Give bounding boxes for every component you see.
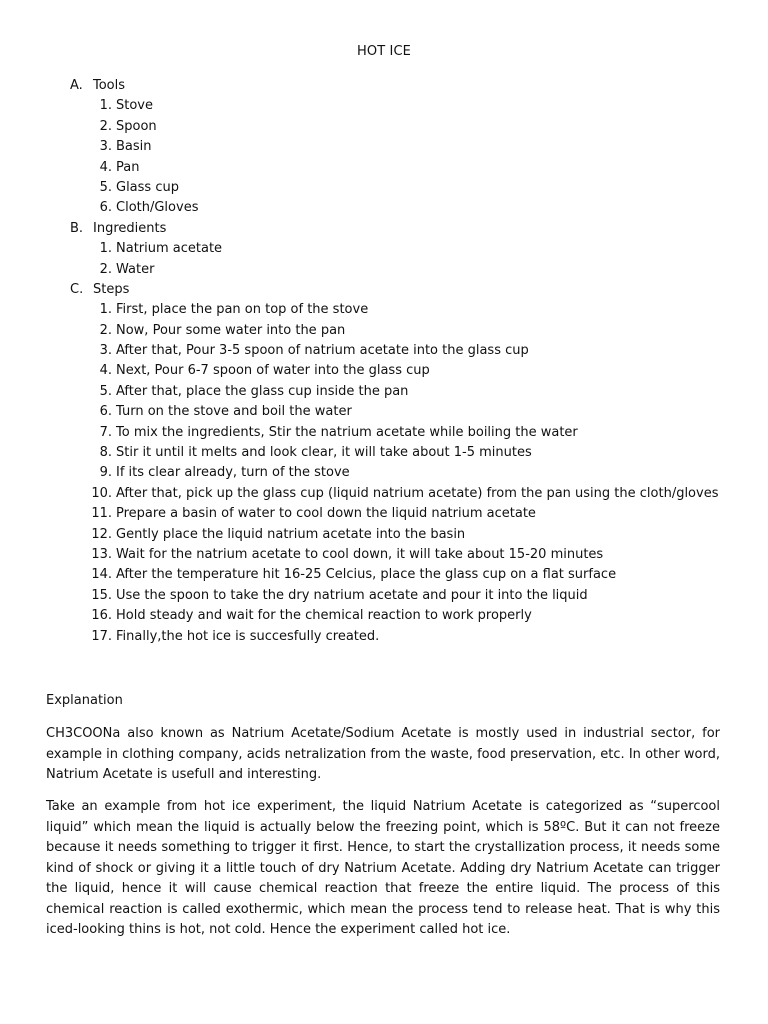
- list-item-text: First, place the pan on top of the stove: [116, 302, 369, 318]
- list-item: [0, 198, 768, 218]
- section-label: Steps: [93, 281, 130, 297]
- list-item: [0, 565, 768, 585]
- list-item: [0, 443, 768, 463]
- list-item: [0, 402, 768, 422]
- list-item-number: 17.: [91, 628, 112, 644]
- list-item-text: Finally,the hot ice is succesfully created.: [116, 628, 380, 644]
- list-item-text: After that, Pour 3-5 spoon of natrium acetate into the glass cup: [116, 343, 529, 359]
- list-item-text: Turn on the stove and boil the water: [116, 404, 352, 420]
- list-item-text: Now, Pour some water into the pan: [116, 322, 346, 338]
- list-item: [0, 321, 768, 341]
- list-item-number: 15.: [91, 587, 112, 603]
- list-item-number: 1.: [99, 98, 112, 114]
- list-item-number: 5.: [99, 179, 112, 195]
- explanation-heading: Explanation: [46, 693, 123, 708]
- list-item: [0, 239, 768, 259]
- list-item-number: 3.: [99, 343, 112, 359]
- outline-list: [0, 76, 768, 647]
- list-item: [0, 361, 768, 381]
- list-item-number: 4.: [99, 159, 112, 175]
- list-item: [0, 96, 768, 116]
- list-item: [0, 545, 768, 565]
- section-letter: B.: [70, 220, 84, 236]
- list-item-number: 7.: [99, 424, 112, 440]
- list-item-text: Basin: [116, 139, 152, 155]
- document-title: HOT ICE: [357, 44, 411, 59]
- list-item-text: If its clear already, turn of the stove: [116, 465, 350, 481]
- list-item-text: After the temperature hit 16-25 Celcius, place the glass cup on a flat surface: [116, 567, 617, 583]
- list-item: [0, 341, 768, 361]
- list-item: [0, 586, 768, 606]
- list-item-number: 2.: [99, 322, 112, 338]
- list-item-number: 6.: [99, 404, 112, 420]
- list-item: [0, 606, 768, 626]
- list-item-number: 11.: [91, 506, 112, 522]
- list-item: [0, 178, 768, 198]
- list-item-text: Spoon: [116, 118, 157, 134]
- list-item-text: Next, Pour 6-7 spoon of water into the glass cup: [116, 363, 430, 379]
- list-item-number: 13.: [91, 546, 112, 562]
- list-item-text: After that, place the glass cup inside the pan: [116, 383, 409, 399]
- list-item-number: 8.: [99, 445, 112, 461]
- list-item: [0, 463, 768, 483]
- list-item-number: 9.: [99, 465, 112, 481]
- list-item: [0, 137, 768, 157]
- list-item-text: Stir it until it melts and look clear, it will take about 1-5 minutes: [116, 445, 532, 461]
- list-item-number: 3.: [99, 139, 112, 155]
- list-item: [0, 627, 768, 647]
- list-item-text: After that, pick up the glass cup (liquid natrium acetate) from the pan using the cloth/gloves: [116, 485, 719, 501]
- list-item-number: 1.: [99, 241, 112, 257]
- list-item: [0, 423, 768, 443]
- list-item-number: 4.: [99, 363, 112, 379]
- list-item-text: To mix the ingredients, Stir the natrium acetate while boiling the water: [116, 424, 578, 440]
- list-item: [0, 117, 768, 137]
- list-item-number: 14.: [91, 567, 112, 583]
- list-item-number: 5.: [99, 383, 112, 399]
- section-heading: [0, 280, 768, 300]
- list-item: [0, 484, 768, 504]
- list-item-number: 2.: [99, 261, 112, 277]
- list-item: [0, 382, 768, 402]
- list-item-text: Use the spoon to take the dry natrium acetate and pour it into the liquid: [116, 587, 588, 603]
- list-item-text: Prepare a basin of water to cool down the liquid natrium acetate: [116, 506, 536, 522]
- list-item-text: Natrium acetate: [116, 241, 223, 257]
- section-heading: [0, 219, 768, 239]
- explanation-paragraph-2: Take an example from hot ice experiment, the liquid Natrium Acetate is categorized as “supercool liquid” which mean the liquid is actually below the freezing point, which is 58ºC. But it can not freeze because it needs something to trigger it first. Hence, to start the crystallization process, it needs some kind of shock or giving it a little touch of dry Natrium Acetate. Adding dry Natrium Acetate can trigger the liquid, hence it will cause chemical reaction that freeze the entire liquid. The process of this chemical reaction is called exothermic, which mean the process tend to release heat. That is why this iced-looking thins is hot, not cold. Hence the experiment called hot ice.: [46, 799, 720, 937]
- list-item: [0, 260, 768, 280]
- list-item-text: Cloth/Gloves: [116, 200, 199, 216]
- section-label: Tools: [93, 78, 126, 93]
- list-item-text: Wait for the natrium acetate to cool down, it will take about 15-20 minutes: [116, 546, 604, 562]
- explanation-paragraph-1: CH3COONa also known as Natrium Acetate/Sodium Acetate is mostly used in industrial sector, for example in clothing company, acids netralization from the waste, food preservation, etc. In other word, Natrium Acetate is usefull and interesting.: [46, 726, 720, 782]
- section-label: Ingredients: [93, 220, 167, 236]
- list-item-text: Water: [116, 261, 155, 277]
- list-item-text: Glass cup: [116, 179, 179, 195]
- list-item-text: Hold steady and wait for the chemical reaction to work properly: [116, 608, 532, 624]
- list-item-number: 16.: [91, 608, 112, 624]
- section-letter: C.: [70, 281, 84, 297]
- list-item-number: 12.: [91, 526, 112, 542]
- list-item-text: Stove: [116, 98, 153, 114]
- list-item: [0, 525, 768, 545]
- list-item-number: 10.: [91, 485, 112, 501]
- list-item: [0, 300, 768, 320]
- list-item-text: Pan: [116, 159, 140, 175]
- list-item: [0, 158, 768, 178]
- list-item-text: Gently place the liquid natrium acetate into the basin: [116, 526, 466, 542]
- list-item-number: 6.: [99, 200, 112, 216]
- list-item-number: 2.: [99, 118, 112, 134]
- list-item-number: 1.: [99, 302, 112, 318]
- section-letter: A.: [70, 78, 83, 93]
- section-heading: [0, 76, 768, 96]
- list-item: [0, 504, 768, 524]
